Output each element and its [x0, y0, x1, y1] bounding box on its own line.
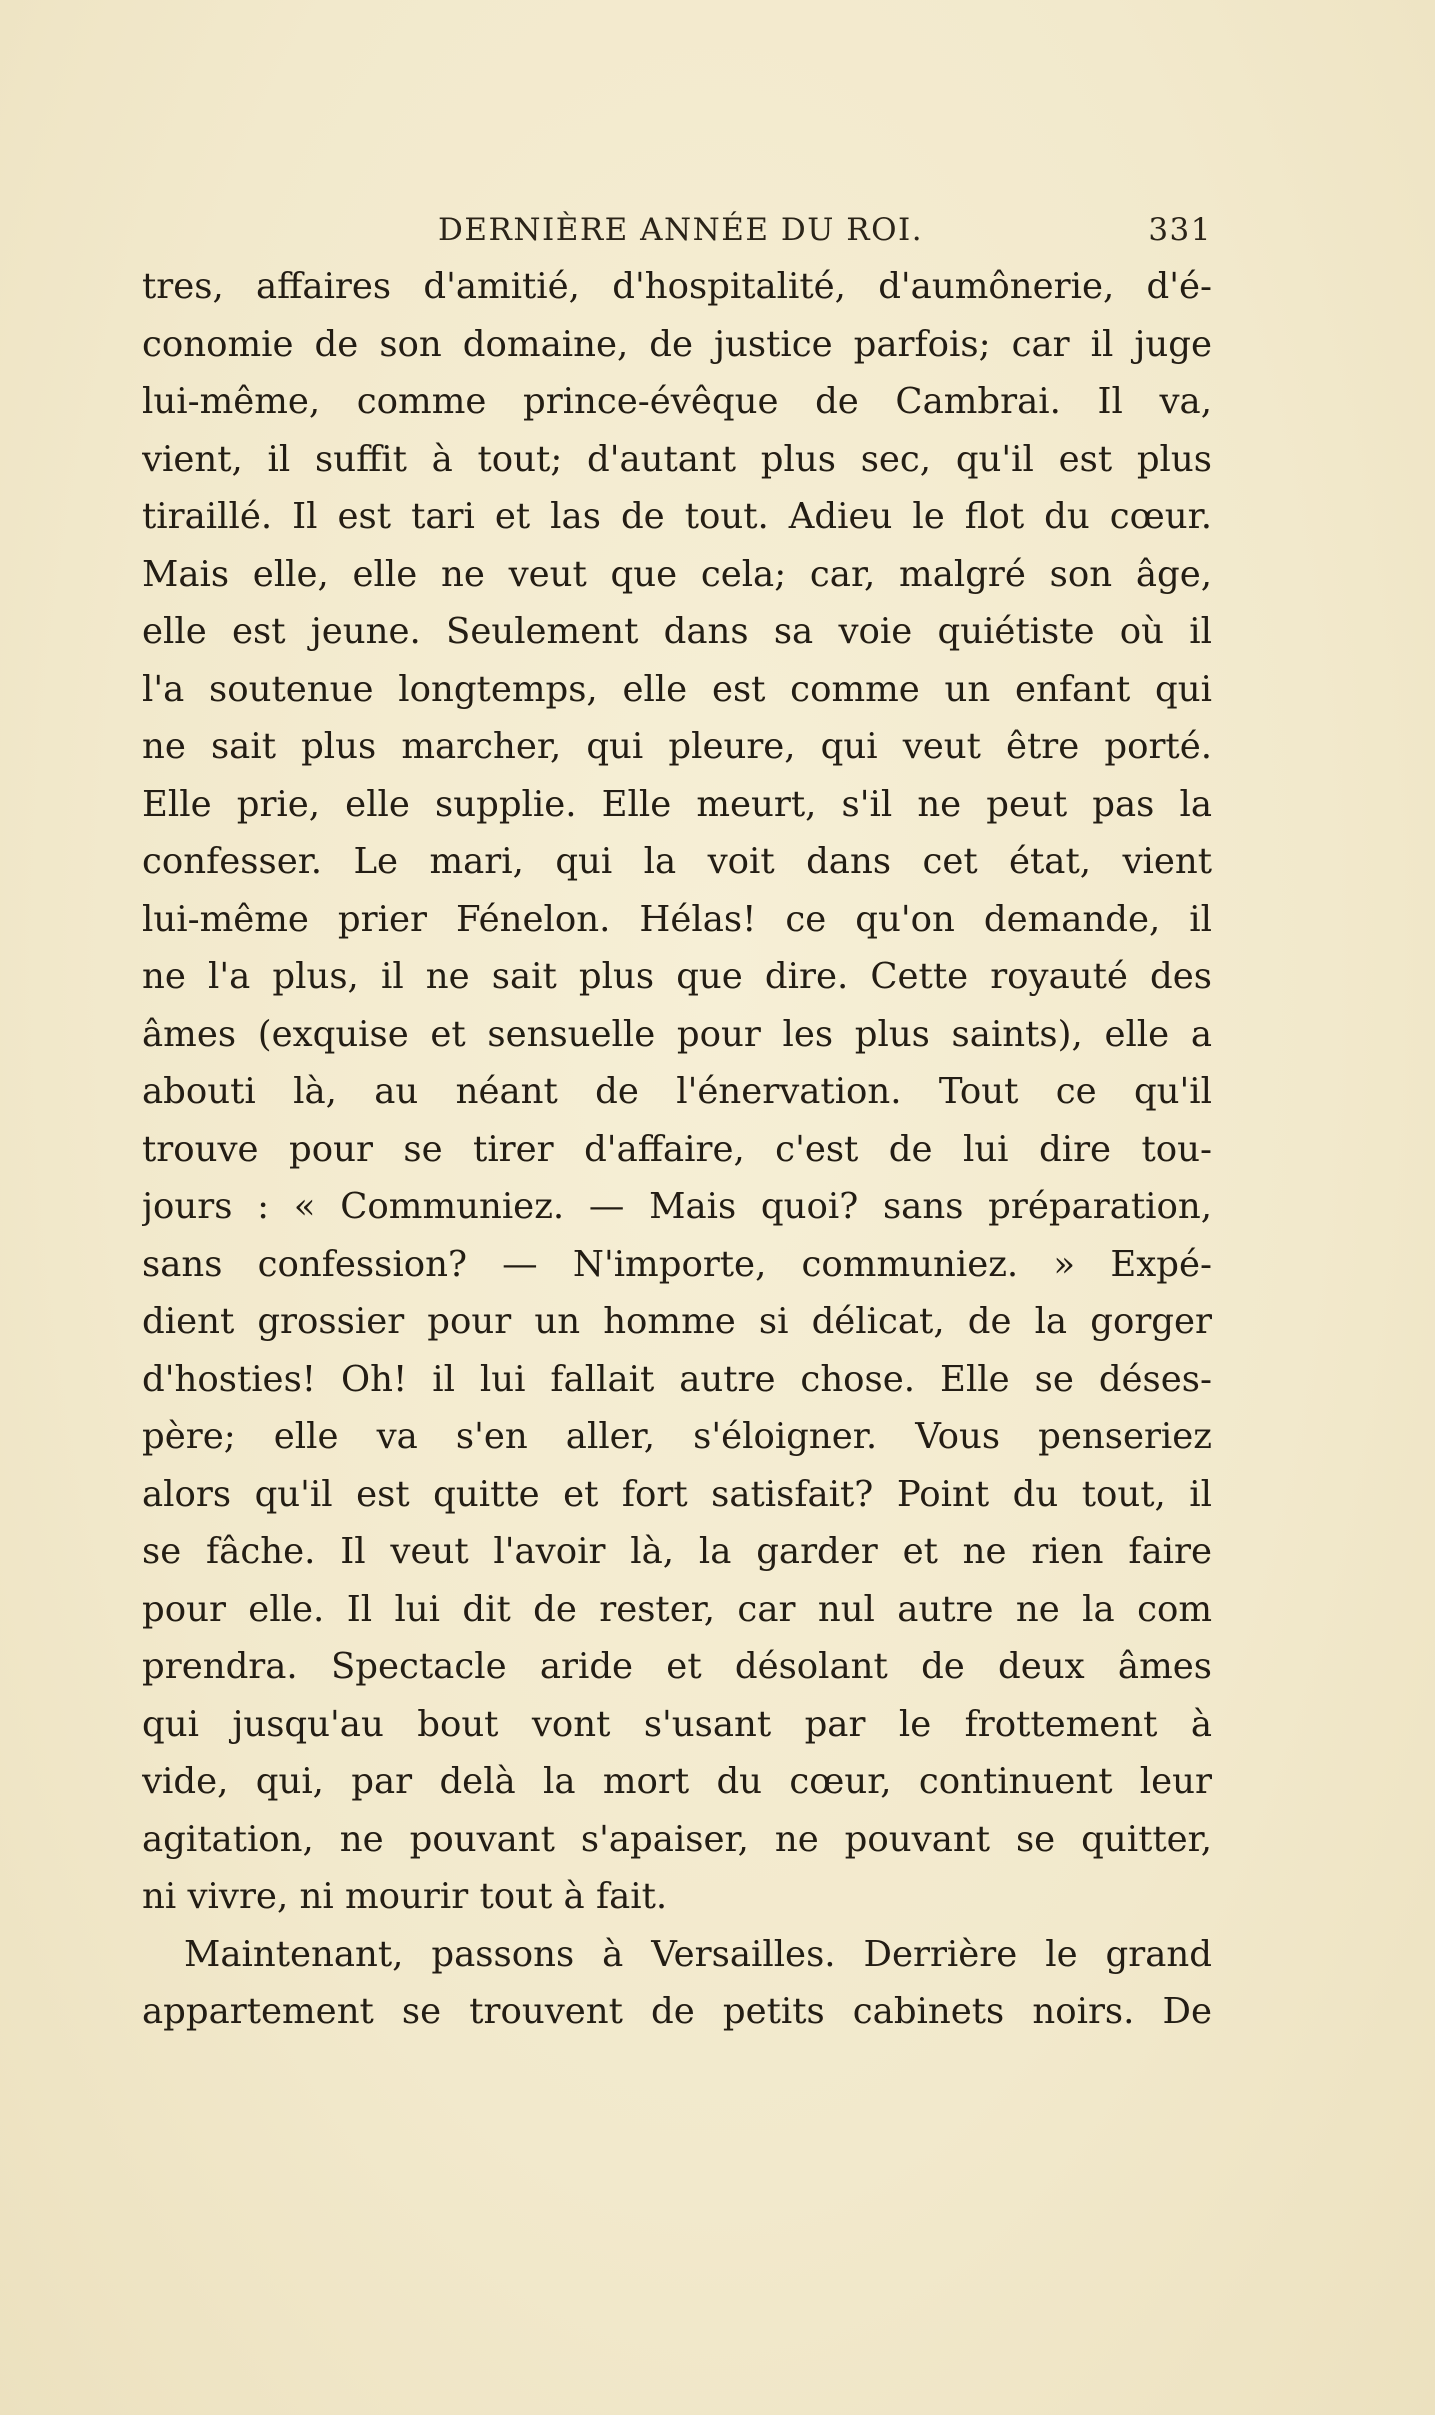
text-line: elle est jeune. Seulement dans sa voie quiétiste où il	[142, 611, 1212, 652]
text-line: alors qu'il est quitte et fort satisfait? Point du tout, il	[142, 1473, 1212, 1515]
text-line: conomie de son domaine, de justice parfois; car il juge	[142, 323, 1212, 365]
text-line: trouve pour se tirer d'affaire, c'est de lui dire tou-	[142, 1128, 1212, 1170]
text-line: qui jusqu'au bout vont s'usant par le frottement à	[142, 1703, 1212, 1745]
text-line: ne l'a plus, il ne sait plus que dire. Cette royauté des	[142, 956, 1212, 997]
running-header	[438, 212, 1212, 252]
text-line: ne sait plus marcher, qui pleure, qui veut être porté.	[142, 726, 1212, 767]
page-number: 331	[1148, 212, 1212, 248]
text-line: vient, il suffit à tout; d'autant plus sec, qu'il est plus	[142, 438, 1212, 480]
text-line: lui-même prier Fénelon. Hélas! ce qu'on demande, il	[142, 898, 1212, 940]
text-line: sans confession? — N'importe, communiez. » Expé-	[142, 1243, 1212, 1285]
text-line: dient grossier pour un homme si délicat, de la gorger	[142, 1301, 1212, 1342]
text-line: Elle prie, elle supplie. Elle meurt, s'il ne peut pas la	[142, 783, 1212, 825]
text-line: tiraillé. Il est tari et las de tout. Adieu le flot du cœur.	[142, 496, 1212, 537]
text-line: ni vivre, ni mourir tout à fait.	[142, 1876, 668, 1917]
text-line: se fâche. Il veut l'avoir là, la garder et ne rien faire	[142, 1531, 1212, 1572]
running-title: DERNIÈRE ANNÉE DU ROI.	[438, 212, 924, 248]
text-line: vide, qui, par delà la mort du cœur, continuent leur	[142, 1761, 1212, 1802]
text-line: tres, affaires d'amitié, d'hospitalité, d'aumônerie, d'é-	[142, 266, 1212, 307]
text-line: jours : « Communiez. — Mais quoi? sans préparation,	[142, 1186, 1212, 1227]
text-line: appartement se trouvent de petits cabinets noirs. De	[142, 1991, 1212, 2032]
text-line: confesser. Le mari, qui la voit dans cet état, vient	[142, 841, 1212, 882]
text-line: l'a soutenue longtemps, elle est comme un enfant qui	[142, 668, 1212, 710]
text-line: Mais elle, elle ne veut que cela; car, malgré son âge,	[142, 553, 1212, 595]
text-line: Maintenant, passons à Versailles. Derrière le grand	[184, 1933, 1212, 1975]
text-line: père; elle va s'en aller, s'éloigner. Vous penseriez	[142, 1416, 1212, 1457]
text-line: lui-même, comme prince-évêque de Cambrai. Il va,	[142, 381, 1212, 422]
text-line: abouti là, au néant de l'énervation. Tout ce qu'il	[142, 1071, 1212, 1112]
text-line: d'hosties! Oh! il lui fallait autre chose. Elle se déses-	[142, 1358, 1212, 1400]
text-line: prendra. Spectacle aride et désolant de deux âmes	[142, 1646, 1212, 1687]
body-text	[142, 258, 1212, 2041]
text-line: âmes (exquise et sensuelle pour les plus saints), elle a	[142, 1013, 1212, 1055]
text-line: agitation, ne pouvant s'apaiser, ne pouvant se quitter,	[142, 1818, 1212, 1860]
text-line: pour elle. Il lui dit de rester, car nul autre ne la com	[142, 1588, 1212, 1630]
